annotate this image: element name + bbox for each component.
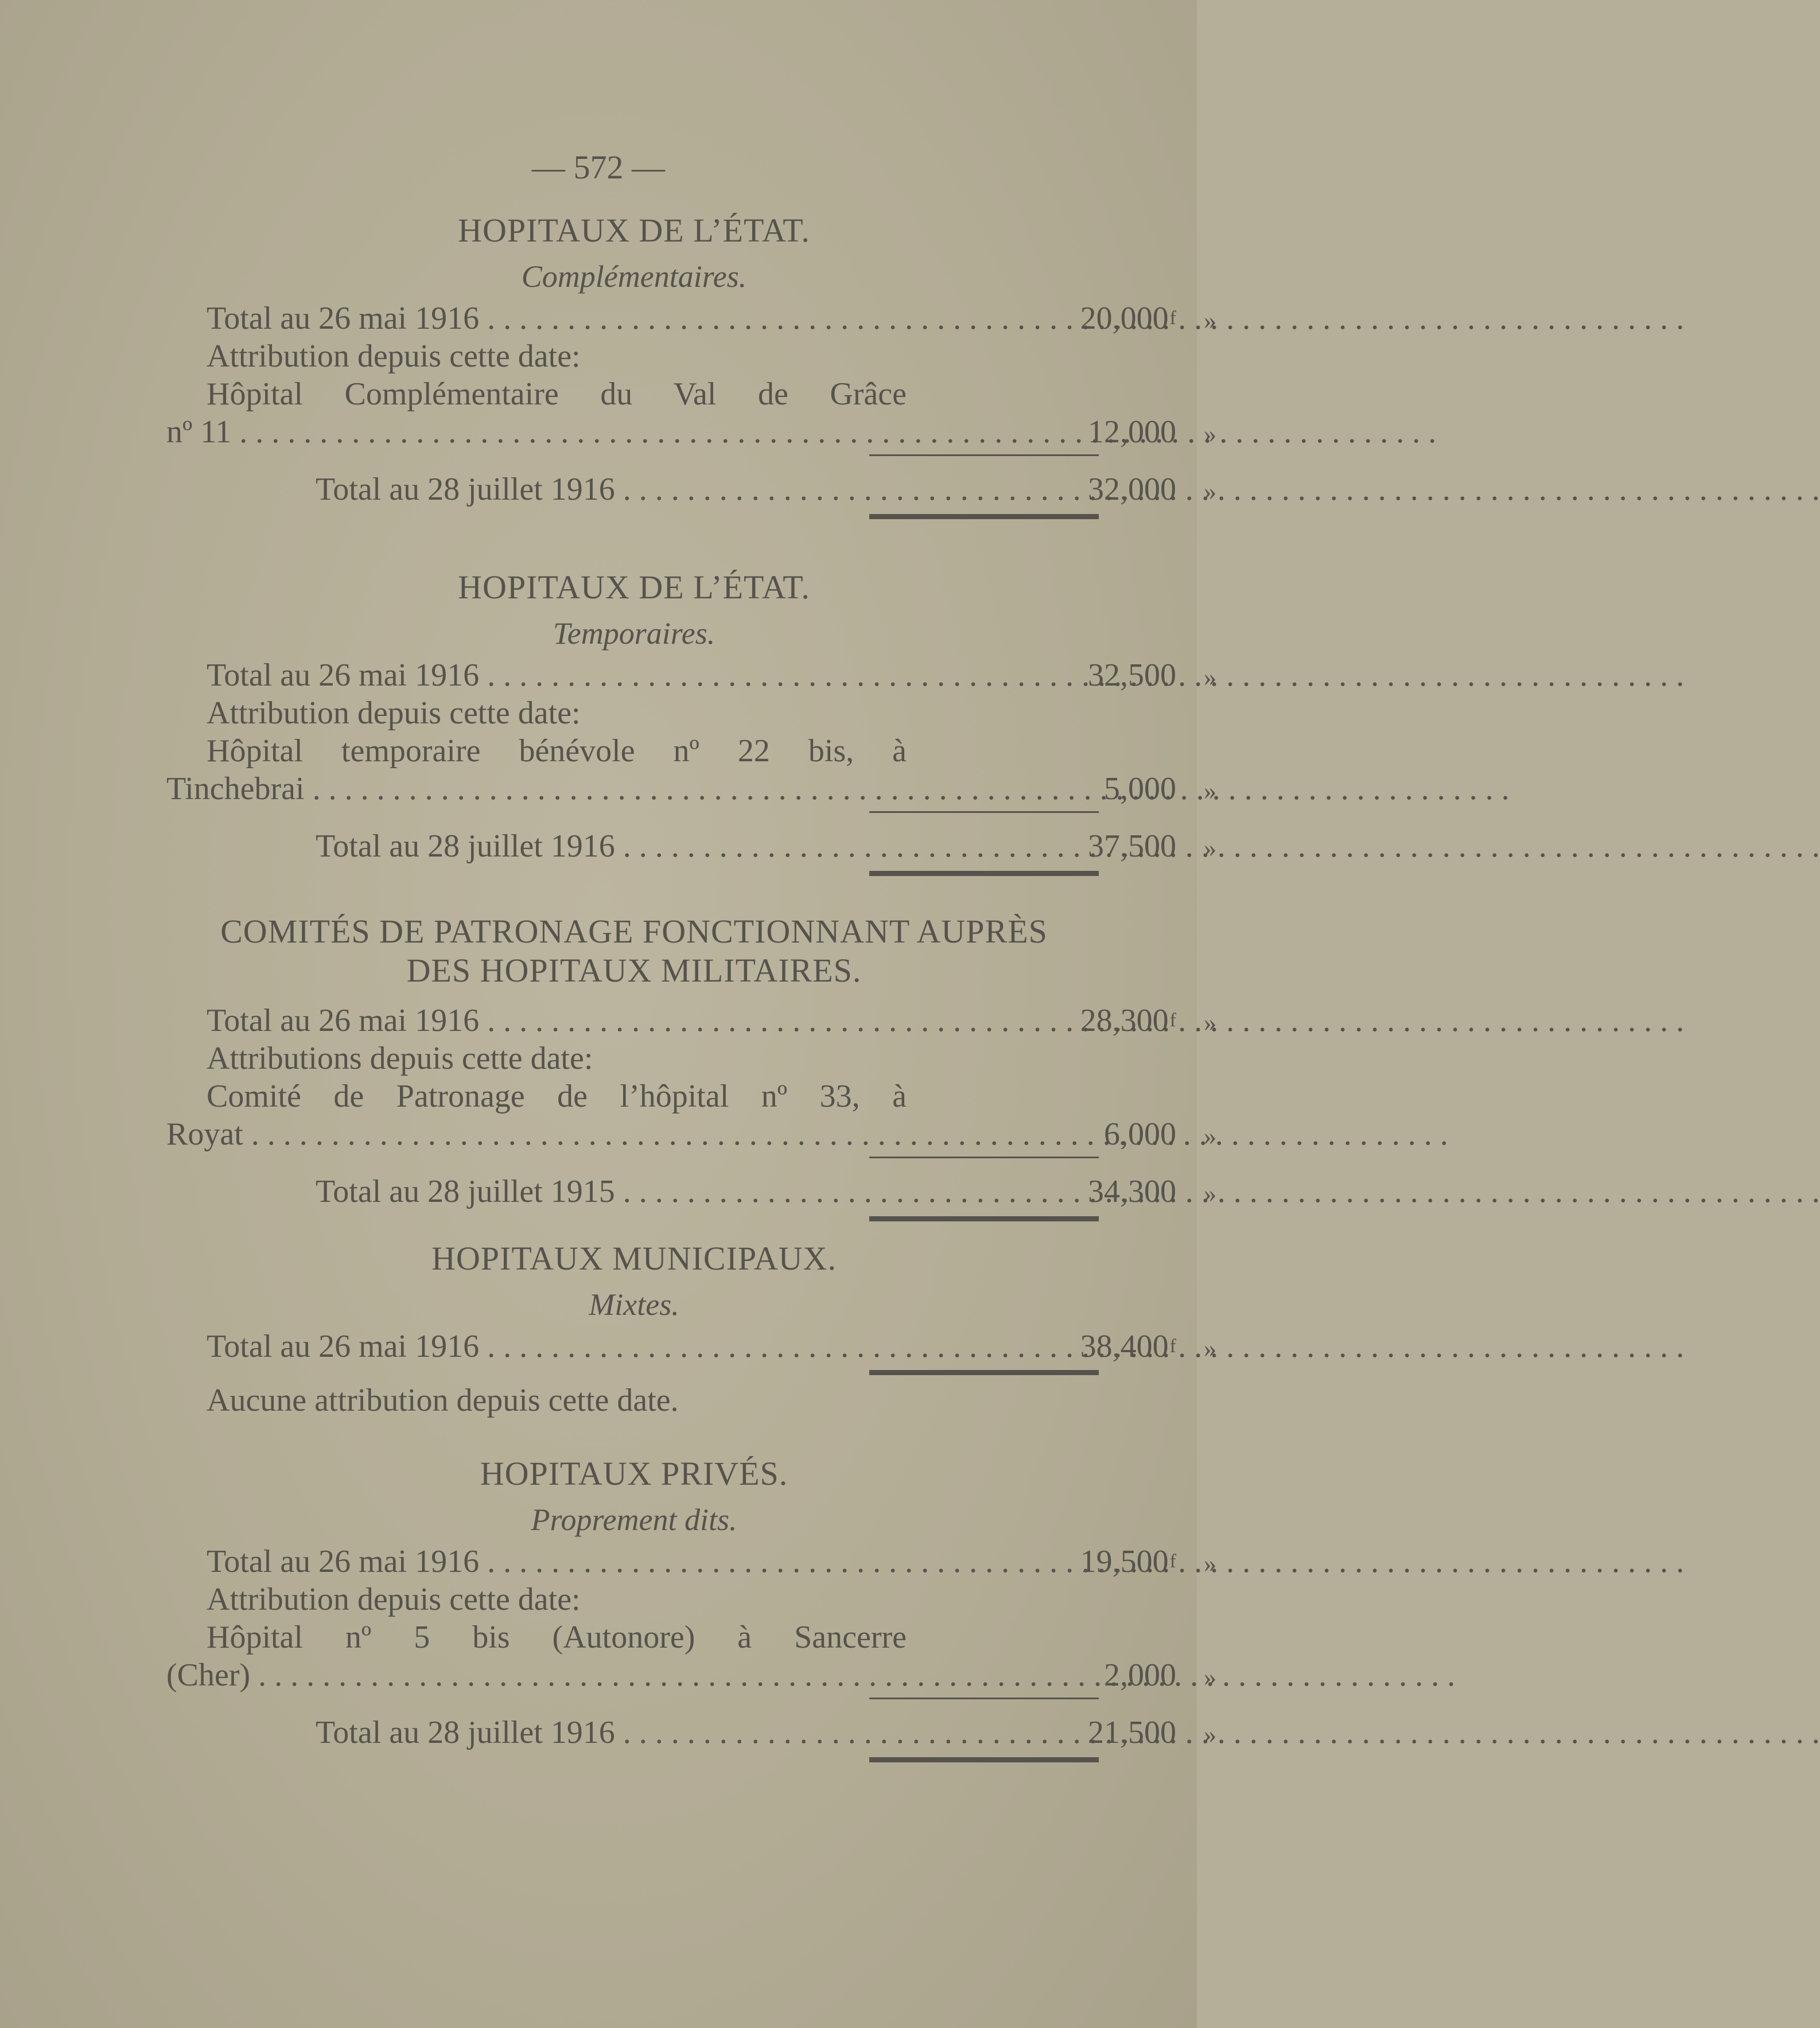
section-heading: HOPITAUX PRIVÉS. bbox=[480, 1455, 788, 1492]
ditto-mark: » bbox=[1204, 420, 1216, 448]
amount-value: 5,000 bbox=[1104, 771, 1176, 807]
section-comites bbox=[166, 912, 1216, 1222]
opening-total-row bbox=[166, 1328, 1216, 1365]
attribution-intro: Attribution depuis cette date: bbox=[207, 695, 581, 731]
amount-value: 34,300 bbox=[1088, 1174, 1176, 1209]
section-heading-line2: DES HOPITAUX MILITAIRES. bbox=[406, 952, 862, 989]
item-line1: Hôpital temporaire bénévole nº 22 bis, à bbox=[207, 733, 907, 769]
section-heading: HOPITAUX MUNICIPAUX. bbox=[431, 1240, 837, 1277]
grand-total-label: Total au 28 juillet 1916 . . . bbox=[316, 470, 907, 508]
opening-total-amount bbox=[912, 1328, 1216, 1368]
sum-rule bbox=[869, 811, 1099, 813]
opening-total-amount bbox=[912, 299, 1216, 340]
grand-total-row bbox=[166, 470, 1216, 508]
amount-value: 20,000 bbox=[1080, 301, 1169, 336]
page-number: — 572 — bbox=[532, 149, 665, 186]
total-rule bbox=[869, 1216, 1099, 1221]
total-rule bbox=[869, 1370, 1099, 1375]
opening-total-row bbox=[166, 1543, 1216, 1581]
ditto-mark: » bbox=[1204, 1009, 1216, 1037]
amount-value: 38,400 bbox=[1080, 1329, 1169, 1364]
item-amount bbox=[912, 1656, 1216, 1696]
section-heading: HOPITAUX DE L’ÉTAT. bbox=[458, 212, 810, 249]
grand-total-amount bbox=[912, 470, 1216, 511]
ditto-mark: » bbox=[1204, 1550, 1216, 1578]
section-prives bbox=[166, 1454, 1216, 1763]
sum-rule bbox=[869, 1157, 1099, 1158]
item-amount bbox=[912, 413, 1216, 453]
ditto-mark: » bbox=[1204, 1334, 1216, 1363]
opening-total-label: Total au 26 mai 1916 . . . bbox=[207, 656, 907, 694]
amount-value: 32,500 bbox=[1088, 657, 1176, 693]
section-heading: HOPITAUX DE L’ÉTAT. bbox=[458, 569, 810, 606]
opening-total-label: Total au 26 mai 1916 . . . bbox=[207, 1002, 907, 1040]
grand-total-row bbox=[166, 1714, 1216, 1751]
ditto-mark: » bbox=[1204, 1180, 1216, 1208]
opening-total-label: Total au 26 mai 1916 . . . bbox=[207, 299, 907, 337]
opening-total-label: Total au 26 mai 1916 . . . bbox=[207, 1328, 907, 1365]
opening-total-amount bbox=[912, 1543, 1216, 1583]
item-line2: nº 11 . . . bbox=[166, 413, 907, 451]
section-temporaires bbox=[166, 568, 1216, 877]
grand-total-amount bbox=[912, 827, 1216, 867]
grand-total-row bbox=[166, 827, 1216, 865]
amount-value: 6,000 bbox=[1104, 1116, 1176, 1152]
item-row bbox=[166, 770, 1216, 808]
grand-total-amount bbox=[912, 1714, 1216, 1754]
item-line2: Royat . . . bbox=[166, 1115, 907, 1153]
section-heading-line1: COMITÉS DE PATRONAGE FONCTIONNANT AUPRÈS bbox=[220, 913, 1048, 950]
opening-total-row bbox=[166, 299, 1216, 337]
amount-value: 32,000 bbox=[1088, 472, 1176, 507]
ditto-mark: » bbox=[1204, 306, 1216, 334]
amount-value: 2,000 bbox=[1104, 1657, 1176, 1693]
section-subheading: Temporaires. bbox=[553, 616, 715, 651]
currency-mark: f bbox=[1169, 1551, 1176, 1572]
ditto-mark: » bbox=[1204, 1122, 1216, 1150]
ditto-mark: » bbox=[1204, 1721, 1216, 1749]
total-rule bbox=[869, 871, 1099, 876]
amount-value: 19,500 bbox=[1080, 1544, 1169, 1579]
opening-total-row bbox=[166, 1002, 1216, 1040]
amount-value: 21,500 bbox=[1088, 1715, 1176, 1750]
total-rule bbox=[869, 1757, 1099, 1762]
amount-value: 12,000 bbox=[1088, 414, 1176, 450]
ditto-mark: » bbox=[1204, 1663, 1216, 1691]
attribution-intro: Attributions depuis cette date: bbox=[207, 1041, 593, 1076]
grand-total-label: Total au 28 juillet 1916 . . . bbox=[316, 1714, 907, 1751]
attribution-intro: Attribution depuis cette date: bbox=[207, 338, 581, 374]
sum-rule bbox=[869, 1698, 1099, 1699]
item-line2: (Cher) . . . bbox=[166, 1656, 907, 1694]
item-line1: Hôpital nº 5 bis (Autonore) à Sancerre bbox=[207, 1620, 907, 1655]
no-attribution-note: Aucune attribution depuis cette date. bbox=[207, 1383, 679, 1418]
item-line2: Tinchebrai . . . bbox=[166, 770, 907, 808]
total-rule bbox=[869, 514, 1099, 519]
sum-rule bbox=[869, 454, 1099, 456]
opening-total-label: Total au 26 mai 1916 . . . bbox=[207, 1543, 907, 1581]
opening-total-row bbox=[166, 656, 1216, 694]
grand-total-amount bbox=[912, 1173, 1216, 1213]
ditto-mark: » bbox=[1204, 777, 1216, 805]
item-amount bbox=[912, 770, 1216, 810]
item-row bbox=[166, 1656, 1216, 1694]
item-line1: Hôpital Complémentaire du Val de Grâce bbox=[207, 376, 907, 412]
ditto-mark: » bbox=[1204, 477, 1216, 505]
currency-mark: f bbox=[1169, 1336, 1176, 1357]
ditto-mark: » bbox=[1204, 834, 1216, 862]
ditto-mark: » bbox=[1204, 663, 1216, 691]
item-line1: Comité de Patronage de l’hôpital nº 33, à bbox=[207, 1079, 907, 1114]
section-subheading: Complémentaires. bbox=[521, 259, 747, 294]
section-subheading: Mixtes. bbox=[589, 1287, 679, 1322]
grand-total-label: Total au 28 juillet 1915 . . . bbox=[316, 1173, 907, 1210]
currency-mark: f bbox=[1169, 1010, 1176, 1031]
item-row bbox=[166, 1115, 1216, 1153]
section-complementaires bbox=[166, 211, 1216, 520]
section-subheading: Proprement dits. bbox=[531, 1502, 737, 1537]
section-municipaux bbox=[166, 1239, 1216, 1419]
item-row bbox=[166, 413, 1216, 451]
item-amount bbox=[912, 1115, 1216, 1155]
amount-value: 28,300 bbox=[1080, 1003, 1169, 1038]
attribution-intro: Attribution depuis cette date: bbox=[207, 1582, 581, 1617]
amount-value: 37,500 bbox=[1088, 828, 1176, 864]
opening-total-amount bbox=[912, 1002, 1216, 1042]
opening-total-amount bbox=[912, 656, 1216, 696]
grand-total-label: Total au 28 juillet 1916 . . . bbox=[316, 827, 907, 865]
currency-mark: f bbox=[1169, 307, 1176, 329]
grand-total-row bbox=[166, 1173, 1216, 1210]
